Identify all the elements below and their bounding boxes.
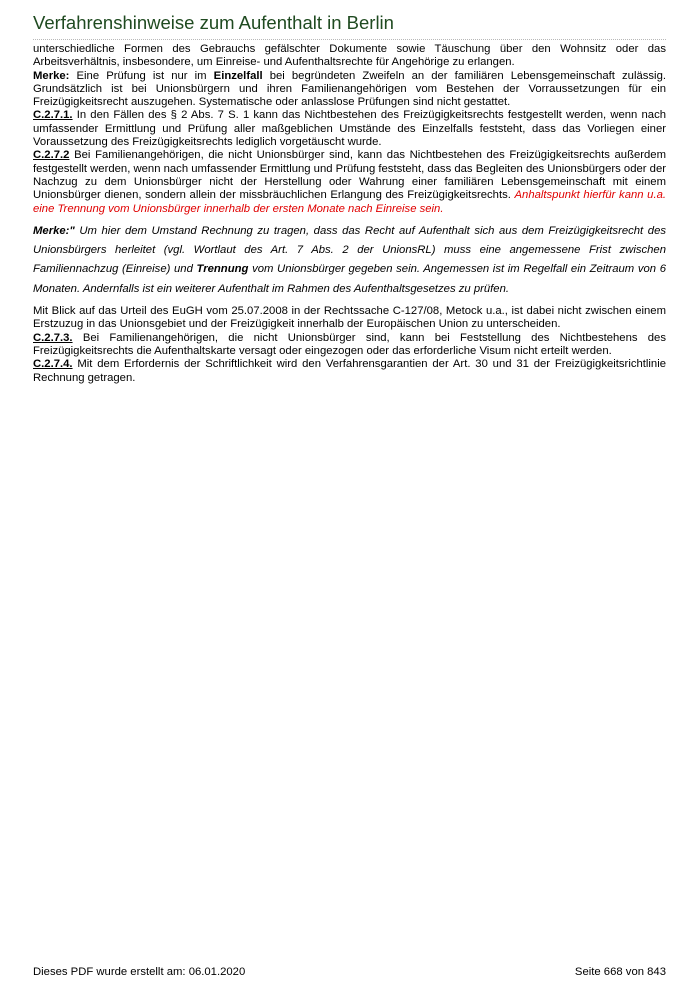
page-header	[33, 10, 666, 40]
paragraph-merke-einzelfall: Merke: Eine Prüfung ist nur im Einzelfall bei begründeten Zweifeln an der familiären Lebensgemeinschaft zulässig. Grundsätzlich ist bei Unionsbürgern und ihren Familienangehörigen vom Bestehen der Vorraussetzungen für ein Freizügigkeitsrecht auszugehen. Systematische oder anlasslose Prüfungen sind nicht gestattet.	[33, 69, 666, 109]
paragraph-c274: C.2.7.4. Mit dem Erfordernis der Schriftlichkeit wird den Verfahrensgarantien der Art. 30 und 31 der Freizügigkeitsrichtlinie Rechnung getragen.	[33, 358, 666, 384]
section-ref-c274: C.2.7.4.	[33, 358, 73, 371]
paragraph-c272: C.2.7.2 Bei Familienangehörigen, die nicht Unionsbürger sind, kann das Nichtbestehen des Freizügigkeitsrechts außerdem festgestellt werden, wenn nach umfassender Ermittlung und Prüfung feststeht, dass das Begleiten des Unionsbürgers oder der Nachzug zu dem Unionsbürger nicht der Herstellung oder Wahrung einer familiären Lebensgemeinschaft mit einem Unionsbürger dienen, sondern allein der missbräuchlichen Erlangung des Freizügigkeitsrechts. Anhaltspunkt hierfür kann u.a. eine Trennung vom Unionsbürger innerhalb der ersten Monate nach Einreise sein.	[33, 149, 667, 215]
paragraph-c271: C.2.7.1. In den Fällen des § 2 Abs. 7 S. 1 kann das Nichtbestehen des Freizügigkeitsrechts festgestellt werden, wenn nach umfassender Ermittlung und Prüfung aller maßgeblichen Umstände des Einzelfalls feststeht, dass das Vorliegen einer Voraussetzung des Freizügigkeitsrechts lediglich vorgetäuscht wurde.	[33, 109, 666, 149]
red-note: Anhaltspunkt hierfür kann u.a. eine Trennung vom Unionsbürger innerhalb der ersten Monate nach Einreise sein.	[33, 189, 667, 215]
paragraph-eugh: Mit Blick auf das Urteil des EuGH vom 25.07.2008 in der Rechtssache C-127/08, Metock u.a., ist dabei nicht zwischen einem Erstzuzug in das Unionsgebiet und der Freizügigkeit innerhalb der Europäischen Union zu unterscheiden.	[33, 305, 666, 331]
paragraph-intro: unterschiedliche Formen des Gebrauchs gefälschter Dokumente sowie Täuschung über den Wohnsitz oder das Arbeitsverhältnis, insbesondere, um Einreise- und Aufenthaltsrechte für Angehörige zu erlangen.	[33, 43, 666, 69]
paragraph-c273: C.2.7.3. Bei Familienangehörigen, die nicht Unionsbürger sind, kann bei Feststellung des Nichtbestehens des Freizügigkeitsrechts die Aufenthaltskarte versagt oder eingezogen oder das erforderliche Visum nicht erteilt werden.	[33, 331, 666, 357]
section-ref-c272: C.2.7.2	[33, 149, 70, 162]
document-body	[33, 43, 666, 385]
page-number: Seite 668 von 843	[574, 966, 666, 978]
emphasis-einzelfall: Einzelfall	[213, 69, 263, 82]
emphasis-trennung: Trennung	[196, 263, 249, 276]
merke-label-2: Merke:"	[33, 224, 75, 237]
section-ref-c271: C.2.7.1.	[33, 109, 73, 122]
page-footer	[33, 966, 666, 978]
section-ref-c273: C.2.7.3.	[33, 331, 73, 344]
paragraph-merke-frist: Merke:" Um hier dem Umstand Rechnung zu tragen, dass das Recht auf Aufenthalt sich aus dem Freizügigkeitsrecht des Unionsbürgers herleitet (vgl. Wortlaut des Art. 7 Abs. 2 der UnionsRL) muss eine angemessene Frist zwischen Familiennachzug (Einreise) und Trennung vom Unionsbürger gegeben sein. Angemessen ist im Regelfall ein Zeitraum von 6 Monaten. Andernfalls ist ein weiterer Aufenthalt im Rahmen des Aufenthaltsgesetzes zu prüfen.	[33, 224, 666, 295]
created-date: Dieses PDF wurde erstellt am: 06.01.2020	[33, 966, 246, 978]
page-title: Verfahrenshinweise zum Aufenthalt in Berlin	[33, 12, 394, 33]
merke-label: Merke:	[33, 69, 70, 82]
